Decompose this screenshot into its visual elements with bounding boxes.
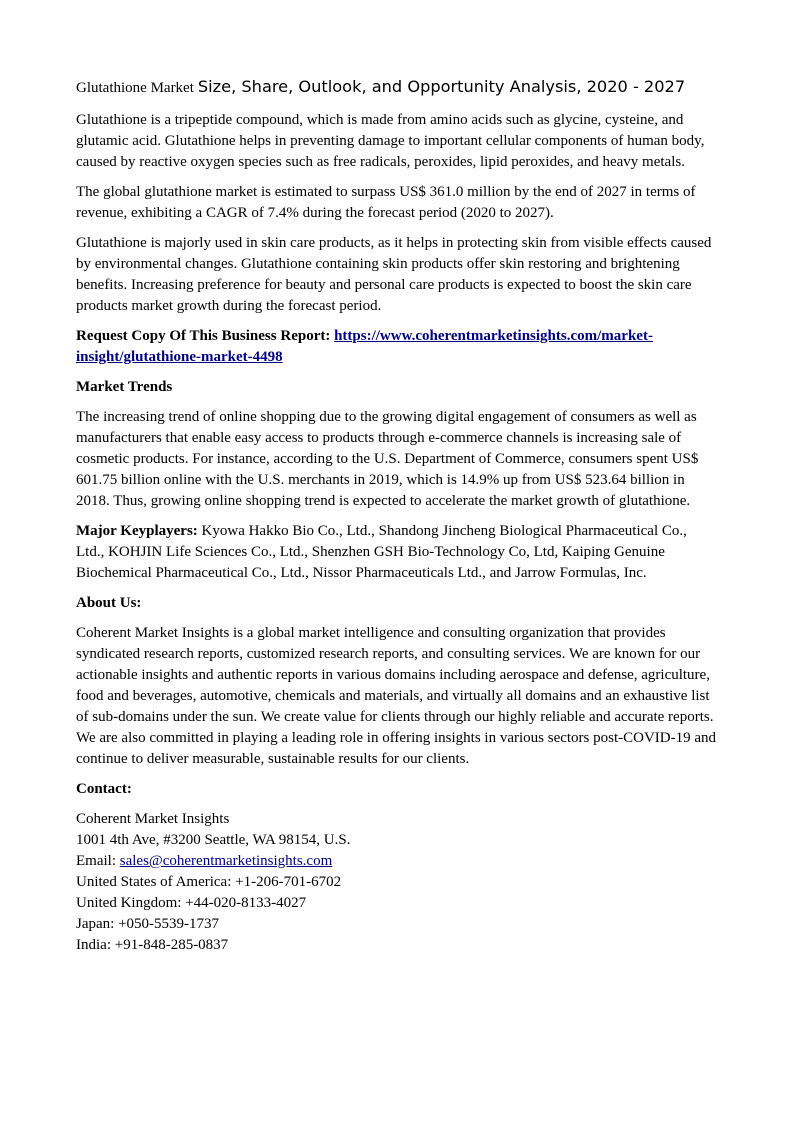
skin-care-paragraph: Glutathione is majorly used in skin care products, as it helps in protecting skin from visible effects caused by environmental changes. Glutathione containing skin products offer skin restoring and brightening benefits. Increasing preference for beauty and personal care products is expected to boost the skin care products market growth during the forecast period.	[76, 235, 712, 314]
intro-paragraph: Glutathione is a tripeptide compound, which is made from amino acids such as glycine, cysteine, and glutamic acid. Glutathione helps in preventing damage to important cellular components of human body, caused by reactive oxygen species such as free radicals, peroxides, lipid peroxides, and heavy metals.	[76, 112, 705, 170]
market-size-paragraph: The global glutathione market is estimated to surpass US$ 361.0 million by the end of 2027 in terms of revenue, exhibiting a CAGR of 7.4% during the forecast period (2020 to 2027).	[76, 184, 696, 221]
contact-heading: Contact:	[76, 781, 132, 797]
request-copy-paragraph	[76, 326, 718, 368]
contact-phone-usa: United States of America: +1-206-701-6702	[76, 874, 342, 890]
contact-phone-japan: Japan: +050-5539-1737	[76, 916, 220, 932]
contact-email-line	[76, 851, 718, 872]
about-heading: About Us:	[76, 595, 142, 611]
contact-phone-india: India: +91-848-285-0837	[76, 937, 229, 953]
keyplayers-label: Major Keyplayers:	[76, 523, 198, 539]
contact-block	[76, 809, 718, 956]
title-rest: Size, Share, Outlook, and Opportunity Analysis, 2020 - 2027	[197, 77, 686, 96]
market-trends-heading: Market Trends	[76, 379, 173, 395]
email-label: Email:	[76, 853, 116, 869]
keyplayers-paragraph	[76, 521, 718, 584]
contact-company: Coherent Market Insights	[76, 811, 230, 827]
request-copy-label: Request Copy Of This Business Report:	[76, 328, 331, 344]
report-link[interactable]: https://www.coherentmarketinsights.com/market-insight/glutathione-market-4498	[76, 328, 653, 365]
contact-address: 1001 4th Ave, #3200 Seattle, WA 98154, U.S.	[76, 832, 351, 848]
title-market: Glutathione Market	[76, 80, 194, 96]
contact-phone-uk: United Kingdom: +44-020-8133-4027	[76, 895, 307, 911]
about-paragraph: Coherent Market Insights is a global market intelligence and consulting organization that provides syndicated research reports, customized research reports, and consulting services. We are known for our actionable insights and authentic reports in various domains including aerospace and defense, agriculture, food and beverages, automotive, chemicals and materials, and virtually all domains and an exhaustive list of sub-domains under the sun. We create value for clients through our highly reliable and accurate reports. We are also committed in playing a leading role in offering insights in various sectors post-COVID-19 and continue to deliver measurable, sustainable results for our clients.	[76, 625, 717, 767]
market-trends-paragraph: The increasing trend of online shopping due to the growing digital engagement of consumers as well as manufacturers that enable easy access to products through e-commerce channels is increasing sale of cosmetic products. For instance, according to the U.S. Department of Commerce, consumers spent US$ 601.75 billion online with the U.S. merchants in 2019, which is 14.9% up from US$ 523.64 billion in 2018. Thus, growing online shopping trend is expected to accelerate the market growth of glutathione.	[76, 409, 699, 509]
email-link[interactable]: sales@coherentmarketinsights.com	[119, 853, 333, 869]
document-title	[76, 75, 718, 100]
keyplayers-text: Kyowa Hakko Bio Co., Ltd., Shandong Jincheng Biological Pharmaceutical Co., Ltd., KOHJIN Life Sciences Co., Ltd., Shenzhen GSH Bio-Technology Co, Ltd, Kaiping Genuine Biochemical Pharmaceutical Co., Ltd., Nissor Pharmaceuticals Ltd., and Jarrow Formulas, Inc.	[76, 523, 687, 581]
